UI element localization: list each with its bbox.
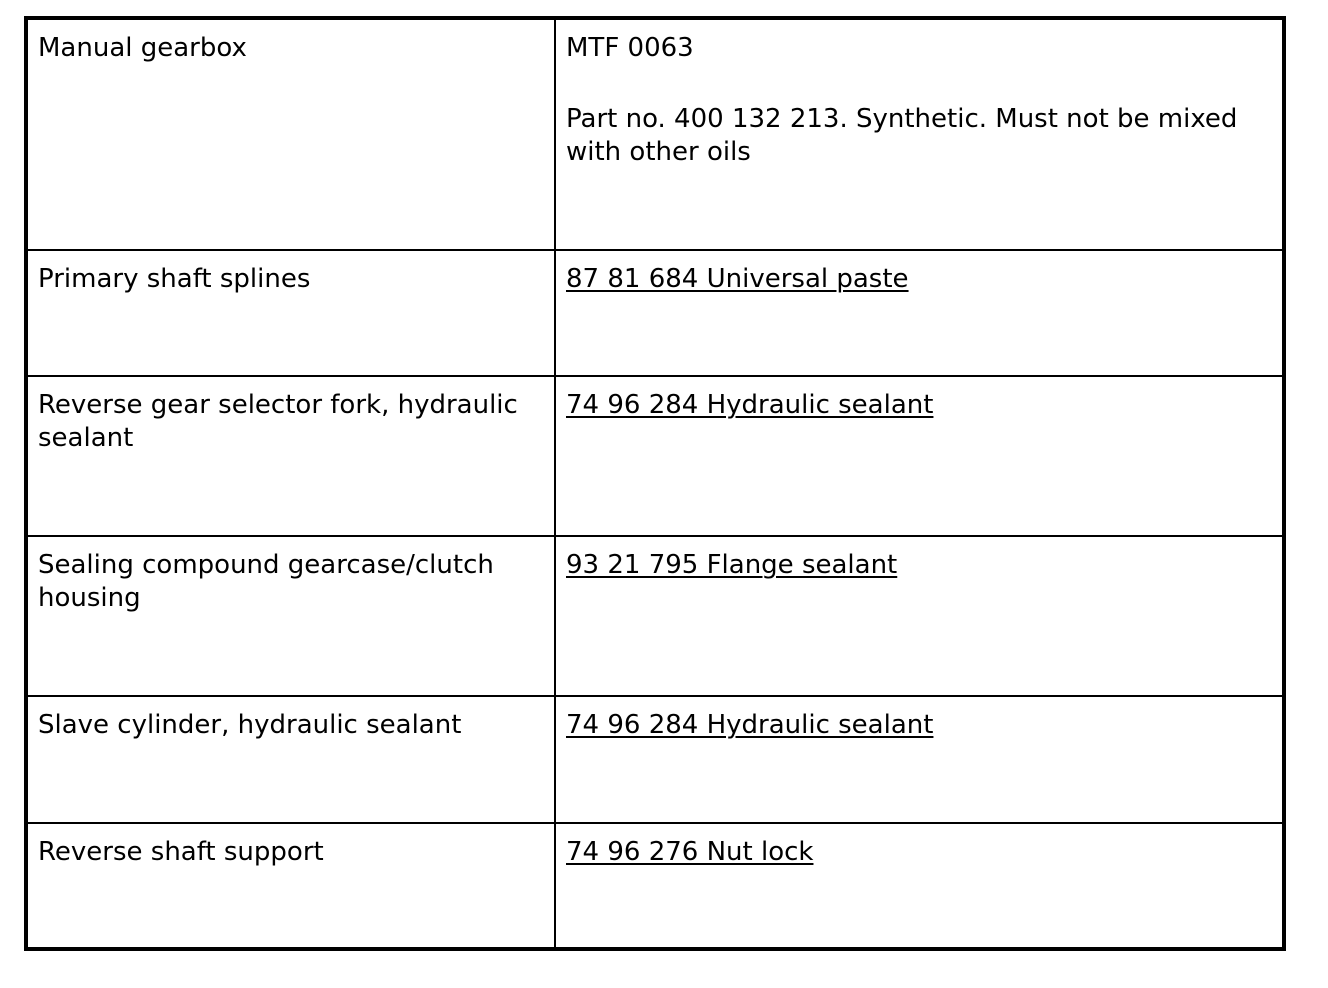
lubricant-cell bbox=[555, 250, 1284, 376]
lubricant-link[interactable]: 74 96 284 Hydraulic sealant bbox=[566, 390, 934, 420]
item-label: Primary shaft splines bbox=[38, 264, 311, 294]
lubricant-link[interactable]: 93 21 795 Flange sealant bbox=[566, 550, 898, 580]
item-label: Reverse gear selector fork, hydraulic sealant bbox=[38, 390, 518, 453]
lubricant-cell bbox=[555, 823, 1284, 949]
item-label: Slave cylinder, hydraulic sealant bbox=[38, 710, 462, 740]
item-label: Manual gearbox bbox=[38, 33, 247, 63]
table-row bbox=[26, 536, 1284, 696]
lubricant-link[interactable]: 87 81 684 Universal paste bbox=[566, 264, 909, 294]
item-cell bbox=[26, 823, 555, 949]
table-row bbox=[26, 696, 1284, 823]
item-cell bbox=[26, 250, 555, 376]
lubricant-cell bbox=[555, 696, 1284, 823]
lubricant-cell bbox=[555, 18, 1284, 250]
table-row bbox=[26, 823, 1284, 949]
item-label: Sealing compound gearcase/clutch housing bbox=[38, 550, 494, 613]
table-row bbox=[26, 376, 1284, 536]
item-cell bbox=[26, 18, 555, 250]
table-row bbox=[26, 250, 1284, 376]
lubricant-note: Part no. 400 132 213. Synthetic. Must not be mixed with other oils bbox=[566, 104, 1238, 167]
lubricant-name: MTF 0063 bbox=[566, 33, 694, 63]
item-cell bbox=[26, 376, 555, 536]
lubricant-link[interactable]: 74 96 284 Hydraulic sealant bbox=[566, 710, 934, 740]
lubricant-table bbox=[24, 16, 1286, 951]
item-cell bbox=[26, 696, 555, 823]
item-label: Reverse shaft support bbox=[38, 837, 324, 867]
lubricant-link[interactable]: 74 96 276 Nut lock bbox=[566, 837, 814, 867]
lubricant-cell bbox=[555, 536, 1284, 696]
table-row bbox=[26, 18, 1284, 250]
item-cell bbox=[26, 536, 555, 696]
lubricant-cell bbox=[555, 376, 1284, 536]
